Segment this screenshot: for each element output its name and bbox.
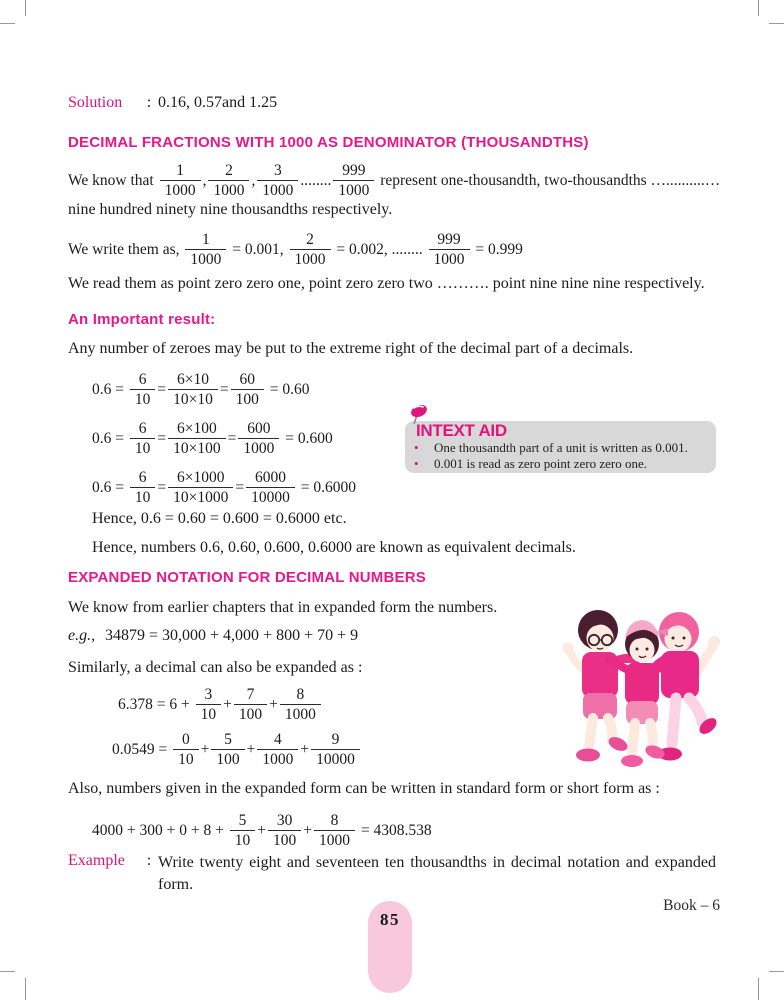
equation-6-378 — [118, 686, 323, 724]
book-label: Book – 6 — [663, 897, 720, 914]
fraction: $\frac{600}{1000}$ — [238, 420, 279, 458]
similarly-line: Similarly, a decimal can also be expanded as : — [68, 659, 363, 676]
math-text: + — [300, 740, 310, 758]
math-text: = 0.999 — [471, 240, 523, 258]
crop-mark-bottom-left-h — [0, 971, 15, 972]
math-text: = 4308.538 — [356, 821, 432, 839]
fraction: $\frac{6}{10}$ — [130, 420, 156, 458]
important-result-heading: An Important result: — [68, 311, 216, 328]
fraction: $\frac{1}{1000}$ — [185, 231, 226, 269]
math-text: represent one-thousandth, two-thousandths …..........… — [376, 171, 721, 189]
fraction: $\frac{6\times 100}{10\times 100}$ — [168, 420, 226, 458]
intext-aid-bullet-2 — [414, 456, 716, 472]
math-text: 0.6 = — [92, 478, 128, 496]
math-text: = — [219, 380, 229, 398]
fraction: $\frac{8}{1000}$ — [314, 812, 355, 850]
solution-row — [68, 94, 277, 112]
also-line: Also, numbers given in the expanded form can be written in standard form or short form as : — [68, 780, 660, 797]
equation-0-6-600 — [92, 420, 333, 458]
math-text: + — [223, 695, 232, 713]
intext-aid-bullet-1-text: One thousandth part of a unit is written as 0.001. — [434, 440, 688, 455]
section-heading-thousandths: DECIMAL FRACTIONS WITH 1000 AS DENOMINATOR (THOUSANDTHS) — [68, 134, 589, 151]
paragraph-we-read: We read them as point zero zero one, point zero zero two ………. point nine nine nine respectively. — [68, 275, 705, 292]
bullet-icon: • — [414, 440, 419, 455]
solution-value: 0.16, 0.57and 1.25 — [158, 94, 278, 111]
equation-0-6-6000 — [92, 469, 356, 507]
math-text: + — [303, 821, 312, 839]
eg-equation: 34879 = 30,000 + 4,000 + 800 + 70 + 9 — [105, 627, 359, 644]
kid-left — [563, 610, 637, 762]
example-text: Write twenty eight and seventeen ten thousandths in decimal notation and expanded form. — [158, 854, 716, 893]
math-text: = 0.60 — [265, 380, 310, 398]
math-text: + — [200, 740, 210, 758]
example-colon: : — [146, 852, 152, 869]
expanded-intro: We know from earlier chapters that in expanded form the numbers. — [68, 599, 498, 616]
pushpin-icon — [406, 403, 432, 432]
example-row — [68, 852, 716, 895]
fraction: $\frac{8}{1000}$ — [280, 686, 321, 724]
fraction: $\frac{2}{1000}$ — [290, 231, 331, 269]
math-text: = — [227, 429, 237, 447]
math-text: + — [257, 821, 266, 839]
math-text: 0.6 = — [92, 380, 128, 398]
math-text: We write them as, — [68, 240, 184, 258]
math-text: = — [235, 478, 245, 496]
math-text: = 0.600 — [281, 429, 333, 447]
math-text: We know that — [68, 171, 158, 189]
fraction: $\frac{5}{10}$ — [230, 812, 256, 850]
fraction: $\frac{2}{1000}$ — [208, 162, 249, 200]
page-number-pill — [368, 901, 412, 993]
eg-label: e.g., — [68, 627, 96, 644]
fraction: $\frac{3}{10}$ — [196, 686, 222, 724]
equation-0-0549 — [112, 731, 362, 769]
fraction: $\frac{4}{1000}$ — [257, 731, 298, 769]
math-text: = 0.001, — [228, 240, 288, 258]
fraction: $\frac{30}{100}$ — [268, 812, 301, 850]
equation-0-6-60 — [92, 371, 310, 409]
crop-mark-top-right-h — [769, 23, 784, 24]
intext-aid-bullet-2-text: 0.001 is read as zero point zero zero one. — [434, 455, 647, 471]
math-text: 4000 + 300 + 0 + 8 + — [92, 821, 228, 839]
solution-colon: : — [146, 94, 152, 111]
math-text: 0.0549 = — [112, 740, 172, 758]
math-text: + — [246, 740, 256, 758]
crop-mark-bottom-left-v — [25, 978, 26, 1000]
kid-right — [650, 612, 720, 761]
fraction: $\frac{1}{1000}$ — [160, 162, 201, 200]
bullet-icon: • — [414, 455, 419, 471]
fraction: $\frac{6000}{10000}$ — [246, 469, 295, 507]
math-text: 0.6 = — [92, 429, 128, 447]
fraction: $\frac{999}{1000}$ — [429, 231, 470, 269]
solution-label: Solution — [68, 94, 123, 111]
paragraph-we-know — [68, 162, 720, 200]
fraction: $\frac{999}{1000}$ — [333, 162, 374, 200]
math-text: = 0.002, ........ — [332, 240, 427, 258]
fraction: $\frac{6\times 1000}{10\times 1000}$ — [168, 469, 233, 507]
intext-aid-title: INTEXT AID — [416, 421, 507, 440]
math-text: = — [157, 429, 167, 447]
math-text: + — [269, 695, 278, 713]
fraction: $\frac{6}{10}$ — [130, 371, 156, 409]
crop-mark-bottom-right-h — [769, 971, 784, 972]
intext-aid-box — [405, 421, 716, 473]
example-label: Example — [68, 852, 125, 869]
math-text: ........ — [300, 171, 332, 189]
intext-aid-bullet-1 — [414, 440, 716, 456]
math-text: , — [202, 171, 207, 189]
fraction: $\frac{3}{1000}$ — [257, 162, 298, 200]
page-number: 85 — [380, 910, 400, 929]
fraction: $\frac{7}{100}$ — [234, 686, 267, 724]
math-text: , — [251, 171, 256, 189]
paragraph-we-write — [68, 231, 523, 269]
fraction: $\frac{60}{100}$ — [231, 371, 264, 409]
crop-mark-top-left-v — [25, 0, 26, 16]
math-text: 6.378 = 6 + — [118, 695, 194, 713]
crop-mark-top-right-v — [758, 0, 759, 16]
math-text: = — [157, 380, 167, 398]
paragraph-we-know-line2: nine hundred ninety nine thousandths respectively. — [68, 201, 393, 218]
hence-line-2: Hence, numbers 0.6, 0.60, 0.600, 0.6000 are known as equivalent decimals. — [92, 539, 576, 556]
important-result-intro: Any number of zeroes may be put to the extreme right of the decimal part of a decimals. — [68, 340, 634, 357]
fraction: $\frac{5}{100}$ — [211, 731, 244, 769]
equation-standard-form — [92, 812, 432, 850]
fraction: $\frac{6}{10}$ — [130, 469, 156, 507]
crop-mark-bottom-right-v — [758, 978, 759, 1000]
children-illustration — [556, 594, 728, 777]
crop-mark-top-left-h — [0, 23, 15, 24]
fraction: $\frac{9}{10000}$ — [311, 731, 360, 769]
fraction: $\frac{6\times 10}{10\times 10}$ — [168, 371, 218, 409]
hence-line-1: Hence, 0.6 = 0.60 = 0.600 = 0.6000 etc. — [92, 510, 347, 527]
math-text: = 0.6000 — [296, 478, 356, 496]
math-text: = — [157, 478, 167, 496]
section-heading-expanded: EXPANDED NOTATION FOR DECIMAL NUMBERS — [68, 569, 426, 586]
fraction: $\frac{0}{10}$ — [173, 731, 199, 769]
